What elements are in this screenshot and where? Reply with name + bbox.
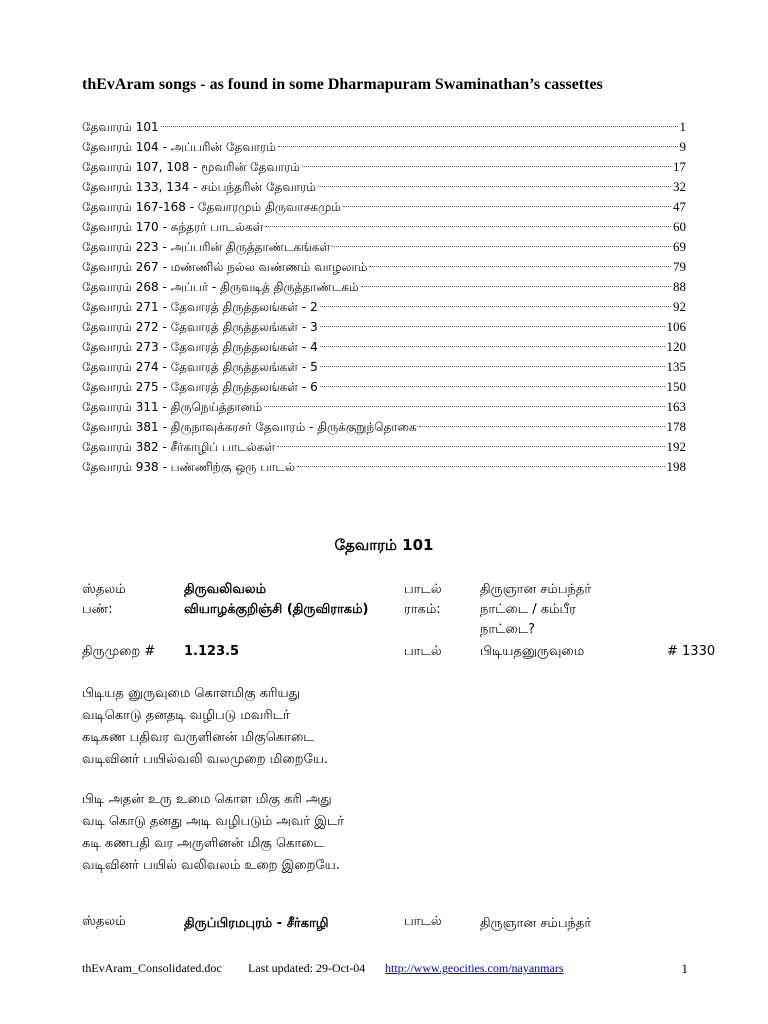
toc-entry-label: தேவாரம் 133, 134 - சம்பந்தரின் தேவாரம் (82, 180, 316, 194)
raagam-label: ராகம்: (404, 602, 441, 617)
sthalam-label: ஸ்தலம் (82, 582, 126, 597)
next-paadal-label: பாடல் (404, 914, 442, 929)
toc-entry-page: 69 (673, 239, 686, 254)
toc-entry[interactable] (82, 457, 686, 477)
page-footer (82, 961, 688, 979)
toc-entry[interactable] (82, 197, 686, 217)
toc-entry-label: தேவாரம் 267 - மண்ணில் நல்ல வண்ணம் வாழலாம் (82, 260, 368, 274)
toc-entry-page: 32 (673, 179, 686, 194)
toc-entry-page: 135 (666, 359, 686, 374)
toc-entry-page: 198 (666, 459, 686, 474)
thirumurai-value: 1.123.5 (184, 644, 240, 659)
footer-website-link[interactable]: http://www.geocities.com/nayanmars (385, 961, 564, 975)
toc-entry-page: 163 (666, 399, 686, 414)
footer-last-updated: Last updated: 29-Oct-04 (248, 961, 366, 975)
verse-line: வடிகொடு தனதடி வழிபடு மவரிடர் (82, 708, 290, 723)
verse-line: பிடியத னுருவுமை கொளமிகு கரியது (82, 686, 300, 701)
document-title: thEvAram songs - as found in some Dharmapuram Swaminathan’s cassettes (82, 76, 603, 93)
toc-entry[interactable] (82, 177, 686, 197)
toc-entry-label: தேவாரம் 273 - தேவாரத் திருத்தலங்கள் - 4 (82, 340, 318, 354)
toc-dot-leader (419, 426, 665, 427)
toc-entry-page: 60 (673, 219, 686, 234)
toc-dot-leader (161, 126, 678, 127)
toc-entry-page: 88 (673, 279, 686, 294)
verse-line: பிடி அதன் உரு உமை கொள மிகு கரி அது (82, 792, 332, 807)
footer-filename: thEvAram_Consolidated.doc (82, 961, 222, 975)
toc-entry[interactable] (82, 337, 686, 357)
toc-dot-leader (320, 366, 665, 367)
toc-entry[interactable] (82, 417, 686, 437)
verse-line: கடி கணபதி வர அருளினன் மிகு கொடை (82, 836, 324, 851)
next-song-info (82, 914, 722, 936)
toc-entry-label: தேவாரம் 167-168 - தேவாரமும் திருவாசகமும் (82, 200, 341, 214)
toc-dot-leader (264, 406, 664, 407)
toc-entry-page: 92 (673, 299, 686, 314)
toc-entry-label: தேவாரம் 104 - அப்பரின் தேவாரம் (82, 140, 276, 154)
toc-entry-label: தேவாரம் 223 - அப்பரின் திருத்தாண்டகங்கள் (82, 240, 331, 254)
toc-dot-leader (318, 186, 671, 187)
toc-entry-page: 79 (673, 259, 686, 274)
toc-dot-leader (369, 266, 671, 267)
page-number: 1 (681, 961, 688, 976)
toc-entry-page: 150 (666, 379, 686, 394)
sthalam-value: திருவலிவலம் (184, 582, 267, 597)
verse-line: வடிவினர் பயில் வலிவலம் உறை இறையே. (82, 858, 340, 873)
toc-entry[interactable] (82, 397, 686, 417)
toc-entry[interactable] (82, 297, 686, 317)
toc-entry[interactable] (82, 357, 686, 377)
toc-entry-page: 1 (679, 119, 686, 134)
verse-original (82, 683, 642, 771)
toc-dot-leader (320, 306, 671, 307)
thirumurai-label: திருமுறை # (82, 644, 156, 659)
section-heading: தேவாரம் 101 (334, 536, 434, 554)
toc-dot-leader (297, 466, 665, 467)
verse-line: வடிவினர் பயில்வலி வலமுறை மிறையே. (82, 752, 329, 767)
toc-entry-label: தேவாரம் 101 (82, 120, 159, 134)
toc-entry-label: தேவாரம் 170 - சுந்தரர் பாடல்கள் (82, 220, 264, 234)
toc-entry-label: தேவாரம் 381 - திருநாவுக்கரசர் தேவாரம் - திருக்குறுந்தொகை (82, 420, 417, 434)
toc-entry-page: 9 (679, 139, 686, 154)
toc-entry-page: 47 (673, 199, 686, 214)
toc-dot-leader (277, 446, 664, 447)
table-of-contents (82, 117, 686, 477)
toc-entry-label: தேவாரம் 275 - தேவாரத் திருத்தலங்கள் - 6 (82, 380, 318, 394)
pann-value: வியாழக்குறிஞ்சி (திருவிராகம்) (184, 602, 369, 617)
next-sthalam-value: திருப்பிரமபுரம் - சீர்காழி (184, 916, 329, 931)
toc-entry-page: 17 (673, 159, 686, 174)
toc-dot-leader (343, 206, 671, 207)
paadal-label: பாடல் (404, 582, 442, 597)
pann-label: பண்: (82, 602, 113, 617)
toc-entry[interactable] (82, 257, 686, 277)
toc-dot-leader (320, 326, 665, 327)
toc-dot-leader (302, 166, 671, 167)
toc-entry[interactable] (82, 437, 686, 457)
raagam-value: நாட்டை / கம்பீர நாட்டை? (480, 602, 576, 637)
toc-entry[interactable] (82, 277, 686, 297)
toc-entry-label: தேவாரம் 274 - தேவாரத் திருத்தலங்கள் - 5 (82, 360, 318, 374)
song-info-block (82, 580, 722, 662)
next-sthalam-label: ஸ்தலம் (82, 914, 126, 929)
paadal2-value: பிடியதனுருவுமை (480, 644, 585, 659)
toc-entry-page: 106 (666, 319, 686, 334)
toc-dot-leader (332, 246, 671, 247)
paadal2-label: பாடல் (404, 644, 442, 659)
toc-entry[interactable] (82, 137, 686, 157)
next-paadal-value: திருஞான சம்பந்தர் (480, 916, 592, 931)
toc-entry[interactable] (82, 377, 686, 397)
toc-dot-leader (361, 286, 671, 287)
toc-entry-label: தேவாரம் 382 - சீர்காழிப் பாடல்கள் (82, 440, 276, 454)
toc-entry-label: தேவாரம் 268 - அப்பர் - திருவடித் திருத்தாண்டகம் (82, 280, 359, 294)
paadal-value: திருஞான சம்பந்தர் (480, 582, 592, 597)
toc-entry-page: 192 (666, 439, 686, 454)
toc-dot-leader (278, 146, 678, 147)
toc-entry[interactable] (82, 157, 686, 177)
toc-entry-label: தேவாரம் 938 - பண்ணிற்கு ஒரு பாடல் (82, 460, 295, 474)
verse-split (82, 789, 642, 877)
toc-dot-leader (265, 226, 671, 227)
toc-entry-label: தேவாரம் 107, 108 - மூவரின் தேவாரம் (82, 160, 300, 174)
toc-entry-label: தேவாரம் 311 - திருநெய்த்தானம் (82, 400, 263, 414)
song-number: # 1330 (667, 644, 716, 659)
toc-entry-page: 178 (666, 419, 686, 434)
toc-entry[interactable] (82, 237, 686, 257)
toc-entry[interactable] (82, 217, 686, 237)
toc-dot-leader (320, 386, 665, 387)
verse-line: கடிகண பதிவர வருளினன் மிகுகொடை (82, 730, 314, 745)
toc-dot-leader (320, 346, 665, 347)
toc-entry-page: 120 (666, 339, 686, 354)
toc-entry[interactable] (82, 117, 686, 137)
toc-entry[interactable] (82, 317, 686, 337)
toc-entry-label: தேவாரம் 271 - தேவாரத் திருத்தலங்கள் - 2 (82, 300, 318, 314)
verse-line: வடி கொடு தனது அடி வழிபடும் அவர் இடர் (82, 814, 344, 829)
toc-entry-label: தேவாரம் 272 - தேவாரத் திருத்தலங்கள் - 3 (82, 320, 318, 334)
